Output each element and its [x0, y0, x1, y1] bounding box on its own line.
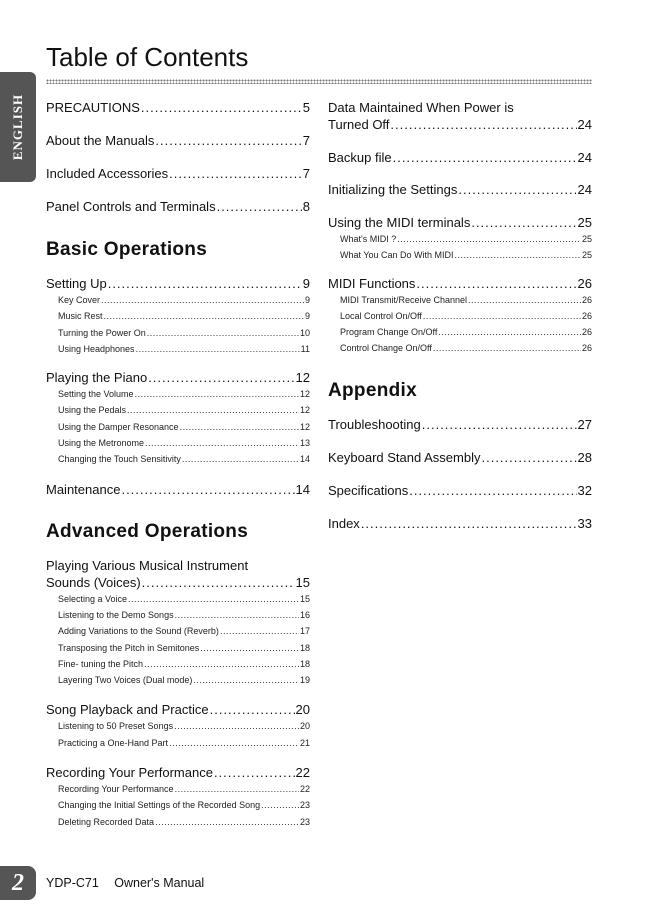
toc-subentry[interactable]: [58, 607, 310, 623]
toc-entry-label: Turned Off: [328, 117, 390, 132]
toc-entry-label: About the Manuals: [46, 133, 155, 148]
toc-subentry[interactable]: [58, 386, 310, 402]
subentry-page: 20: [299, 721, 310, 732]
subentry-label: Using Headphones: [58, 343, 135, 354]
subentry-label: Recording Your Performance: [58, 784, 174, 795]
subentry-label: Practicing a One-Hand Part: [58, 737, 169, 748]
subentry-label: MIDI Transmit/Receive Channel: [340, 294, 468, 305]
leader-dots: [409, 483, 576, 499]
section-heading-basic: Basic Operations: [46, 239, 208, 260]
toc-entry-label: Backup file: [328, 150, 392, 165]
subentry-page: 26: [581, 294, 592, 305]
toc-entry-page: 27: [577, 416, 592, 432]
toc-subentry[interactable]: [58, 814, 310, 830]
section-heading-appendix: Appendix: [328, 379, 417, 401]
subentry-label: Listening to the Demo Songs: [58, 609, 174, 620]
toc-entry-page: 5: [302, 100, 310, 115]
leader-dots: [155, 814, 299, 830]
toc-entry-page: 25: [577, 215, 592, 230]
toc-entry-song-playback[interactable]: [46, 702, 310, 718]
toc-entry-page: 15: [295, 574, 310, 590]
leader-dots: [438, 324, 581, 340]
subentry-label: Using the Damper Resonance: [58, 421, 179, 432]
toc-entry-included-accessories[interactable]: [46, 166, 310, 182]
subentry-label: Changing the Touch Sensitivity: [58, 454, 181, 465]
subentry-label: Deleting Recorded Data: [58, 816, 155, 827]
toc-entry-page: 24: [577, 117, 592, 132]
section-heading-advanced: Advanced Operations: [46, 520, 249, 542]
leader-dots: [220, 623, 299, 639]
leader-dots: [141, 100, 302, 116]
toc-entry-page: 7: [302, 133, 310, 148]
subentry-page: 21: [299, 737, 310, 748]
toc-subentry[interactable]: [58, 735, 310, 751]
toc-subentry[interactable]: [58, 419, 310, 435]
toc-entry-backup[interactable]: [328, 150, 592, 166]
toc-entry-page: 22: [295, 765, 310, 781]
leader-dots: [148, 370, 294, 386]
leader-dots: [145, 435, 299, 451]
toc-entry-label: Using the MIDI terminals: [328, 215, 471, 230]
leader-dots: [128, 591, 299, 607]
toc-subentry[interactable]: [58, 781, 310, 797]
toc-entry-page: 9: [302, 276, 310, 291]
toc-entry-line2: [328, 117, 592, 133]
toc-entry-page: 20: [295, 702, 310, 718]
leader-dots: [147, 325, 299, 341]
toc-entry-label: Song Playback and Practice: [46, 702, 209, 718]
subentry-page: 16: [299, 609, 310, 620]
subentry-page: 26: [581, 310, 592, 321]
leader-dots: [101, 292, 304, 308]
toc-entry-label: Troubleshooting: [328, 416, 421, 432]
toc-entry-label: Keyboard Stand Assembly: [328, 449, 481, 465]
leader-dots: [217, 199, 302, 215]
toc-entry-initializing[interactable]: [328, 182, 592, 198]
toc-subentry[interactable]: [58, 623, 310, 639]
toc-subentry[interactable]: [58, 672, 310, 688]
leader-dots: [182, 451, 299, 467]
subentry-page: 25: [581, 250, 592, 261]
subentry-label: Adding Variations to the Sound (Reverb): [58, 626, 219, 637]
subentry-page: 9: [304, 295, 310, 305]
subentry-label: Setting the Volume: [58, 389, 134, 400]
subentry-page: 26: [581, 343, 592, 354]
toc-entry-playing-various[interactable]: [46, 558, 310, 591]
toc-entry-about-manuals[interactable]: [46, 133, 310, 149]
subentry-label: Fine- tuning the Pitch: [58, 658, 144, 669]
toc-subentry[interactable]: [58, 341, 310, 357]
leader-dots: [175, 781, 299, 797]
subentry-page: 17: [299, 626, 310, 637]
subentry-label: Using the Pedals: [58, 405, 127, 416]
toc-entry-label: Panel Controls and Terminals: [46, 199, 216, 214]
subentry-label: Control Change On/Off: [340, 343, 432, 354]
toc-entry-label-line1: Data Maintained When Power is: [328, 100, 514, 115]
leader-dots: [127, 402, 299, 418]
subentry-page: 25: [581, 234, 592, 244]
toc-entry-setting-up[interactable]: [46, 276, 310, 292]
toc-subentry[interactable]: [58, 797, 310, 813]
leader-dots: [261, 797, 299, 813]
toc-entry-label: Setting Up: [46, 276, 107, 291]
leader-dots: [468, 292, 581, 308]
leader-dots: [210, 702, 295, 718]
page-number-badge: 2: [0, 866, 36, 900]
subentry-page: 18: [299, 642, 310, 653]
subentry-label: Local Control On/Off: [340, 310, 422, 321]
leader-dots: [471, 215, 576, 231]
toc-subentry[interactable]: [58, 718, 310, 734]
toc-entry-data-maintained[interactable]: [328, 100, 592, 133]
toc-entry-line2: [46, 575, 310, 591]
subentry-page: 12: [299, 389, 310, 400]
toc-entry-troubleshooting[interactable]: [328, 417, 592, 433]
toc-entry-maintenance[interactable]: [46, 482, 310, 498]
toc-entry-page: 14: [295, 481, 310, 497]
toc-subentry[interactable]: [340, 340, 592, 356]
toc-subentry[interactable]: [340, 324, 592, 340]
toc-subentry[interactable]: [58, 325, 310, 341]
toc-entry-recording[interactable]: [46, 765, 310, 781]
toc-entry-label: Included Accessories: [46, 166, 169, 181]
leader-dots: [455, 247, 581, 263]
leader-dots: [422, 417, 577, 433]
toc-entry-midi-terminals[interactable]: [328, 215, 592, 231]
leader-dots: [458, 182, 576, 198]
toc-subentry[interactable]: [58, 451, 310, 467]
toc-entry-label: Maintenance: [46, 481, 121, 497]
subentry-label: Program Change On/Off: [340, 327, 438, 338]
toc-subentry[interactable]: [340, 247, 592, 263]
toc-entry-page: 26: [577, 275, 592, 291]
leader-dots: [175, 607, 299, 623]
toc-subentry[interactable]: [58, 402, 310, 418]
right-column: [328, 100, 592, 532]
subentry-page: 26: [581, 327, 592, 338]
toc-entry-specifications[interactable]: [328, 483, 592, 499]
toc-entry-label: Recording Your Performance: [46, 765, 213, 781]
subentry-label: Selecting a Voice: [58, 593, 128, 604]
subentry-page: 10: [299, 327, 310, 338]
left-column: [46, 100, 310, 830]
toc-entry-precautions[interactable]: [46, 100, 310, 116]
subentry-page: 11: [300, 343, 310, 354]
toc-subentry[interactable]: [58, 308, 310, 324]
footer-manual: Owner's Manual: [114, 876, 205, 890]
subentry-page: 14: [299, 454, 310, 465]
leader-dots: [397, 231, 581, 247]
toc-subentry[interactable]: [58, 435, 310, 451]
toc-subentry[interactable]: [58, 656, 310, 672]
subentry-label: Layering Two Voices (Dual mode): [58, 675, 193, 686]
leader-dots: [193, 672, 299, 688]
toc-entry-page: 24: [577, 150, 592, 165]
toc-entry-stand-assembly[interactable]: [328, 450, 592, 466]
subentry-label: Transposing the Pitch in Semitones: [58, 642, 200, 653]
leader-dots: [481, 450, 576, 466]
toc-subentry[interactable]: [58, 640, 310, 656]
toc-entry-label: Specifications: [328, 482, 409, 498]
subentry-page: 12: [299, 405, 310, 416]
leader-dots: [200, 640, 299, 656]
leader-dots: [104, 308, 304, 324]
leader-dots: [169, 166, 302, 182]
leader-dots: [144, 656, 299, 672]
toc-subentry[interactable]: [340, 292, 592, 308]
subentry-page: 9: [304, 311, 310, 322]
subentry-page: 12: [299, 421, 310, 432]
leader-dots: [180, 419, 299, 435]
subentry-page: 23: [299, 816, 310, 827]
toc-entry-page: 7: [302, 166, 310, 181]
subentry-page: 13: [299, 438, 310, 449]
toc-entry-label: Playing the Piano: [46, 370, 148, 386]
leader-dots: [121, 482, 294, 498]
toc-entry-label: PRECAUTIONS: [46, 100, 140, 115]
leader-dots: [393, 150, 577, 166]
leader-dots: [155, 133, 301, 149]
toc-entry-index[interactable]: [328, 516, 592, 532]
footer-manual-title: [46, 876, 204, 890]
leader-dots: [361, 516, 577, 532]
subentry-label: What's MIDI ?: [340, 234, 397, 244]
toc-subentry[interactable]: [58, 591, 310, 607]
subentry-page: 15: [299, 593, 310, 604]
subentry-label: Music Rest: [58, 311, 103, 322]
subentry-label: Changing the Initial Settings of the Recorded Song: [58, 800, 261, 811]
toc-entry-page: 33: [577, 515, 592, 531]
toc-entry-page: 28: [577, 449, 592, 465]
language-tab-label: ENGLISH: [10, 93, 25, 161]
page-title: Table of Contents: [46, 42, 249, 72]
leader-dots: [142, 575, 295, 591]
toc-entry-label-line1: Playing Various Musical Instrument: [46, 557, 249, 573]
subentry-page: 19: [299, 675, 310, 686]
subentry-label: Turning the Power On: [58, 327, 146, 338]
toc-entry-page: 8: [302, 199, 310, 214]
toc-entry-label: MIDI Functions: [328, 275, 416, 291]
leader-dots: [433, 340, 581, 356]
toc-entry-page: 32: [577, 482, 592, 498]
leader-dots: [136, 341, 300, 357]
toc-entry-label: Sounds (Voices): [46, 574, 141, 590]
title-rule: [46, 79, 592, 84]
subentry-label: Using the Metronome: [58, 438, 145, 449]
toc-entry-label: Index: [328, 515, 360, 531]
subentry-page: 18: [299, 658, 310, 669]
leader-dots: [169, 735, 299, 751]
language-tab: [0, 72, 36, 182]
toc-entry-page: 24: [577, 182, 592, 197]
subentry-label: Listening to 50 Preset Songs: [58, 721, 174, 732]
leader-dots: [174, 718, 299, 734]
subentry-label: Key Cover: [58, 295, 101, 305]
leader-dots: [423, 308, 581, 324]
subentry-page: 22: [299, 784, 310, 795]
toc-subentry[interactable]: [58, 292, 310, 308]
leader-dots: [390, 117, 576, 133]
leader-dots: [108, 276, 302, 292]
toc-entry-page: 12: [295, 370, 310, 386]
leader-dots: [135, 386, 299, 402]
toc-entry-playing-piano[interactable]: [46, 370, 310, 386]
footer-model: YDP-C71: [46, 876, 99, 890]
leader-dots: [214, 765, 295, 781]
toc-entry-panel-controls[interactable]: [46, 199, 310, 215]
leader-dots: [416, 276, 576, 292]
toc-entry-midi-functions[interactable]: [328, 276, 592, 292]
subentry-label: What You Can Do With MIDI: [340, 250, 454, 261]
subentry-page: 23: [299, 800, 310, 811]
toc-subentry[interactable]: [340, 308, 592, 324]
toc-subentry[interactable]: [340, 231, 592, 247]
toc-entry-label: Initializing the Settings: [328, 182, 458, 197]
